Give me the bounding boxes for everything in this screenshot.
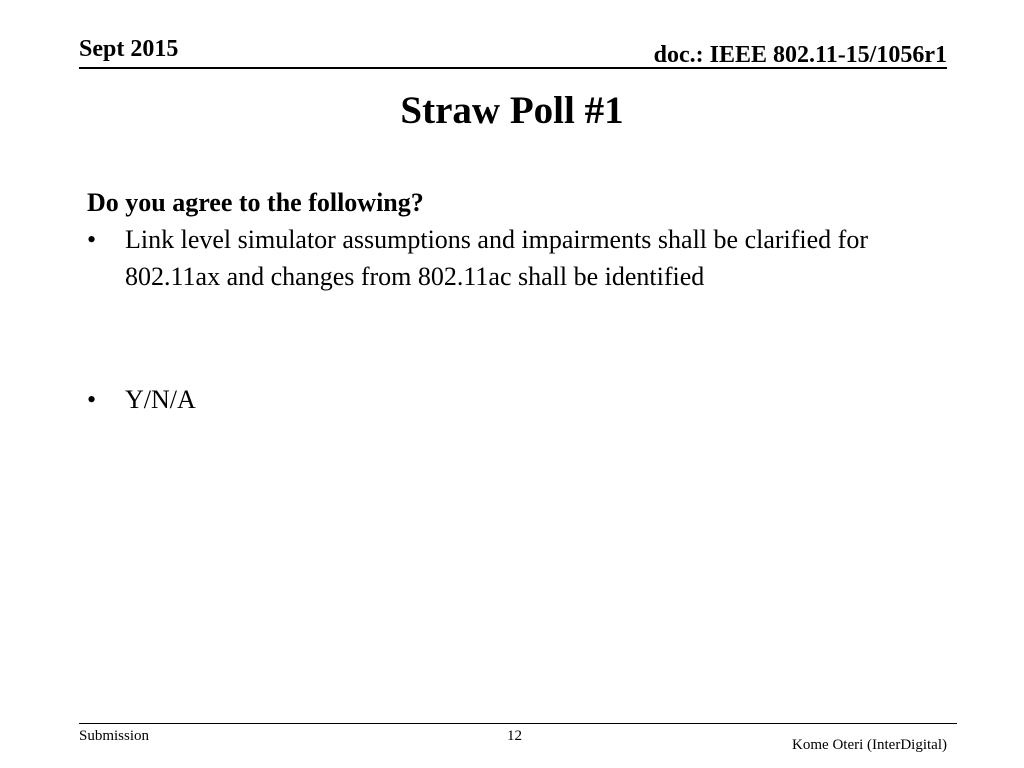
- bullet-glyph: •: [87, 225, 97, 254]
- footer-submission: Submission: [79, 728, 150, 744]
- bullet-text: Y/N/A: [125, 385, 196, 414]
- bullet-text: Link level simulator assumptions and impairments shall be clarified for 802.11ax and changes from 802.11ac shall be identified: [125, 225, 868, 291]
- slide-body: [87, 184, 957, 418]
- footer-divider: [79, 723, 957, 724]
- page-number: 12: [507, 728, 522, 744]
- slide-title: Straw Poll #1: [400, 89, 624, 132]
- header-divider: [79, 67, 947, 69]
- footer-author: Kome Oteri (InterDigital): [792, 737, 947, 753]
- bullet-item: [87, 221, 957, 295]
- bullet-glyph: •: [87, 385, 97, 414]
- bullet-item: [87, 381, 957, 418]
- question-text: Do you agree to the following?: [87, 188, 424, 217]
- header-date: Sept 2015: [79, 36, 179, 62]
- header-doc-id: doc.: IEEE 802.11-15/1056r1: [653, 42, 947, 68]
